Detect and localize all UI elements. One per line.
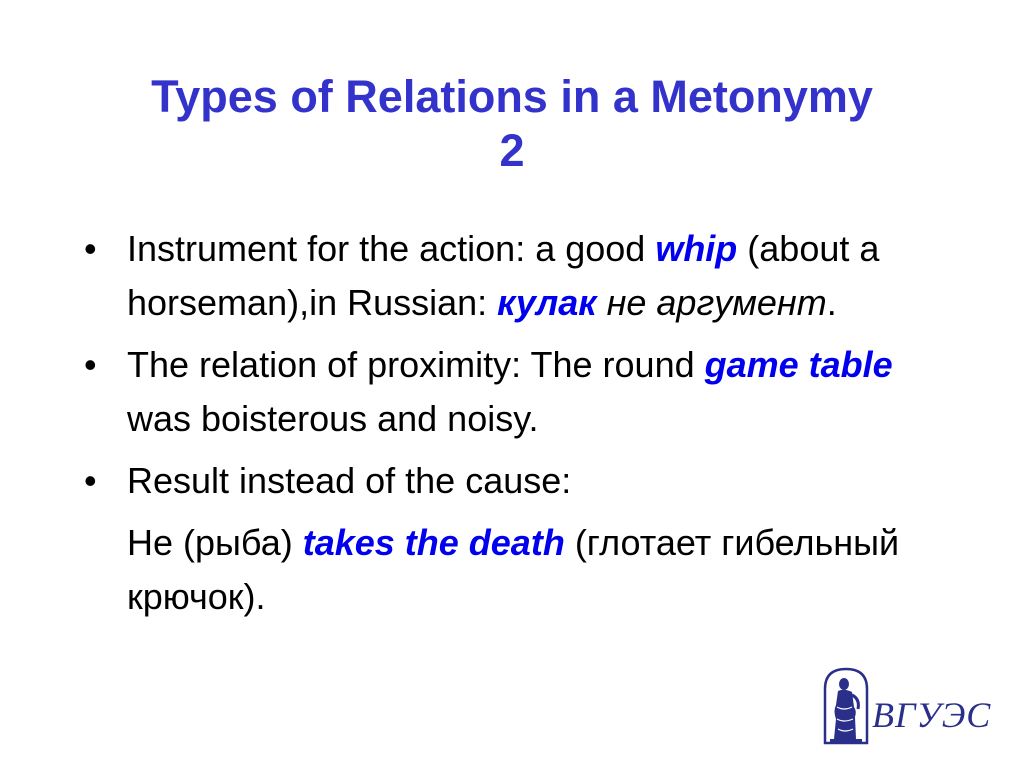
statue-emblem-icon xyxy=(822,667,870,745)
bullet-text xyxy=(597,282,607,323)
bullet-text: . xyxy=(826,282,837,323)
bullet-item-result xyxy=(84,454,964,508)
bullet-text: Result instead of the cause: xyxy=(127,460,572,501)
bullet-dot: • xyxy=(84,344,97,385)
bullet-text: The relation of proximity: The round xyxy=(127,344,705,385)
slide-title-line1: Types of Relations in a Metonymy xyxy=(151,71,873,122)
logo-text: ВГУЭС xyxy=(872,695,992,735)
bullet-dot: • xyxy=(84,228,97,269)
highlight-term: game table xyxy=(704,344,893,385)
highlight-term: takes the death xyxy=(302,522,565,563)
bullet-text: Instrument for the action: a good xyxy=(127,228,656,269)
example-text: (глотает гибельный крючок). xyxy=(127,522,900,617)
example-paragraph xyxy=(84,516,964,624)
university-logo xyxy=(822,667,992,747)
bullet-item-proximity xyxy=(84,338,964,446)
bullet-dot: • xyxy=(84,460,97,501)
bullet-list xyxy=(84,222,964,624)
highlight-term: whip xyxy=(655,228,738,269)
highlight-term: кулак xyxy=(497,282,597,323)
slide-title-line2: 2 xyxy=(499,125,525,176)
example-text: Не (рыба) xyxy=(127,522,303,563)
slide-title xyxy=(60,70,964,178)
bullet-text: was boisterous and noisy. xyxy=(127,398,539,439)
bullet-text: (about a horseman),in Russian: xyxy=(127,228,880,323)
italic-term: не аргумент xyxy=(606,282,827,323)
bullet-item-instrument xyxy=(84,222,964,330)
